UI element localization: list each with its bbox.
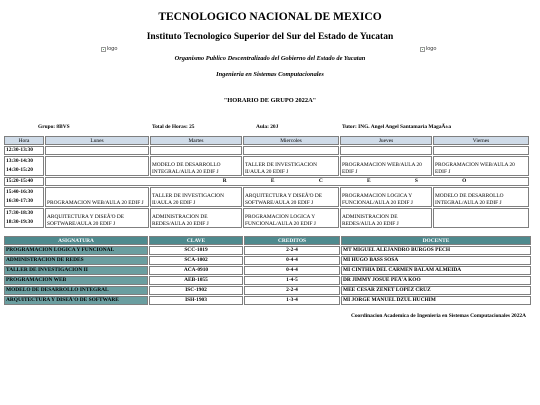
- subject-name: MODELO DE DESARROLLO INTEGRAL: [4, 286, 148, 295]
- subject-teacher: MEE CESAR ZENET LOPEZ CRUZ: [341, 286, 531, 295]
- subject-code: ACA-0910: [149, 266, 243, 275]
- subject-name: PROGRAMACION LOGICA Y FUNCIONAL: [4, 246, 148, 255]
- time-label: 14:30-15:20: [6, 167, 33, 173]
- subject-code: ISH-1903: [149, 296, 243, 305]
- logo-right: logo: [420, 46, 436, 52]
- class-cell: TALLER DE INVESTIGACION II/AULA 20 EDIF J: [150, 187, 242, 207]
- recess-letter: S: [414, 178, 418, 185]
- class-cell: [45, 156, 149, 176]
- institution-title: TECNOLOGICO NACIONAL DE MEXICO: [158, 11, 382, 23]
- class-cell: MODELO DE DESARROLLO INTEGRAL/AULA 20 EDIF J: [150, 156, 242, 176]
- recess-letter: E: [270, 178, 275, 185]
- time-label: 13:30-14:30: [6, 158, 33, 164]
- time-row: [4, 146, 529, 155]
- time-cell: 12:30-13:30: [4, 146, 44, 155]
- subject-code: AEB-1055: [149, 276, 243, 285]
- class-cell: [45, 146, 149, 155]
- table-row: [4, 256, 531, 265]
- class-cell: MODELO DE DESARROLLO INTEGRAL/AULA 20 EDIF J: [433, 187, 529, 207]
- subjects-table: [3, 235, 532, 306]
- subject-teacher: MI HUGO BASS SOSA: [341, 256, 531, 265]
- subject-name: ADMINISTRACION DE REDES: [4, 256, 148, 265]
- tutor-info: Tutor: ING. Angel Angel Santamaria MagaÃ±a: [342, 124, 452, 130]
- class-cell: [150, 146, 242, 155]
- hours-info: Total de Horas: 25: [152, 124, 195, 130]
- subject-name: ARQUITECTURA Y DISEÃ'O DE SOFTWARE: [4, 296, 148, 305]
- subject-name: TALLER DE INVESTIGACION II: [4, 266, 148, 275]
- col-lunes: Lunes: [45, 136, 149, 145]
- subject-code: SCC-1019: [149, 246, 243, 255]
- subject-credits: 1-3-4: [244, 296, 340, 305]
- time-label: 16:30-17:30: [6, 198, 33, 204]
- subject-teacher: DR JIMMY JOSUE PEÃ'A KOO: [341, 276, 531, 285]
- class-cell: PROGRAMACION WEB/AULA 20 EDIF J: [45, 187, 149, 207]
- time-cell: [4, 156, 44, 176]
- subject-credits: 1-4-5: [244, 276, 340, 285]
- time-label: 18:30-19:30: [6, 219, 33, 225]
- time-label: 17:30-18:30: [6, 210, 33, 216]
- class-cell: ARQUITECTURA Y DISEÃ'O DE SOFTWARE/AULA 20 EDIF J: [243, 187, 339, 207]
- group-info: Grupo: 8BVS: [38, 124, 70, 130]
- col-viernes: Viernes: [433, 136, 529, 145]
- recess-cell: [45, 177, 529, 186]
- career-subtitle: Ingenieria en Sistemas Computacionales: [216, 71, 324, 78]
- subject-teacher: MI JORGE MANUEL DZUL HUCHIM: [341, 296, 531, 305]
- footer-credit: Coordinacion Academica de Ingenieria en Sistemas Computacionales 2022A: [350, 313, 526, 319]
- col-clave: CLAVE: [149, 236, 243, 245]
- schedule-table: [3, 135, 530, 229]
- class-cell: PROGRAMACION WEB/AULA 20 EDIF J: [433, 156, 529, 176]
- col-creditos: CREDITOS: [244, 236, 340, 245]
- subject-credits: 0-4-4: [244, 266, 340, 275]
- subject-credits: 0-4-4: [244, 256, 340, 265]
- class-cell: [340, 146, 432, 155]
- class-cell: TALLER DE INVESTIGACION II/AULA 20 EDIF J: [243, 156, 339, 176]
- organism-subtitle: Organismo Publico Descentralizado del Gobierno del Estado de Yucatan: [174, 55, 366, 62]
- room-info: Aula: 20J: [256, 124, 279, 130]
- table-row: [4, 296, 531, 305]
- class-cell: ADMINISTRACION DE REDES/AULA 20 EDIF J: [340, 208, 432, 228]
- class-cell: [243, 146, 339, 155]
- recess-letter: C: [318, 178, 323, 185]
- recess-letter: O: [462, 178, 467, 185]
- subject-credits: 2-2-4: [244, 286, 340, 295]
- class-cell: PROGRAMACION LOGICA Y FUNCIONAL/AULA 20 EDIF J: [340, 187, 432, 207]
- subject-code: ISC-1902: [149, 286, 243, 295]
- col-jueves: Jueves: [340, 136, 432, 145]
- time-cell: [4, 187, 44, 207]
- recess-letter: E: [367, 178, 371, 185]
- schedule-title: "HORARIO DE GRUPO 2022A": [223, 97, 317, 104]
- table-row: [4, 266, 531, 275]
- class-cell: ARQUITECTURA Y DISEÃ'O DE SOFTWARE/AULA 20 EDIF J: [45, 208, 149, 228]
- time-block-row: [4, 187, 529, 207]
- time-cell: [4, 208, 44, 228]
- subject-credits: 2-2-4: [244, 246, 340, 255]
- table-row: [4, 276, 531, 285]
- time-label: 15:40-16:30: [6, 189, 33, 195]
- table-row: [4, 286, 531, 295]
- time-block-row: [4, 208, 529, 228]
- col-docente: DOCENTE: [341, 236, 531, 245]
- col-asignatura: ASIGNATURA: [4, 236, 148, 245]
- col-hora: Hora: [4, 136, 44, 145]
- subject-name: PROGRAMACION WEB: [4, 276, 148, 285]
- class-cell: PROGRAMACION WEB/AULA 20 EDIF J: [340, 156, 432, 176]
- campus-title: Instituto Tecnologico Superior del Sur del Estado de Yucatan: [146, 32, 394, 42]
- time-cell: 15:20-15:40: [4, 177, 44, 186]
- schedule-header-row: [4, 136, 529, 145]
- recess-row: [4, 177, 529, 186]
- class-cell: PROGRAMACION LOGICA Y FUNCIONAL/AULA 20 EDIF J: [243, 208, 339, 228]
- subject-teacher: MI CINTHIA DEL CARMEN BALAM ALMEIDA: [341, 266, 531, 275]
- broken-image-icon: [101, 47, 106, 52]
- class-cell: ADMINISTRACION DE REDES/AULA 20 EDIF J: [150, 208, 242, 228]
- subject-teacher: MT MIGUEL ALEJANDRO BURGOS PECH: [341, 246, 531, 255]
- col-miercoles: Miercoles: [243, 136, 339, 145]
- class-cell: [433, 146, 529, 155]
- table-row: [4, 246, 531, 255]
- time-block-row: [4, 156, 529, 176]
- recess-letter: R: [222, 178, 227, 185]
- class-cell: [433, 208, 529, 228]
- subject-code: SCA-1002: [149, 256, 243, 265]
- broken-image-icon: [420, 47, 425, 52]
- col-martes: Martes: [150, 136, 242, 145]
- logo-left: logo: [101, 46, 117, 52]
- subjects-header-row: [4, 236, 531, 245]
